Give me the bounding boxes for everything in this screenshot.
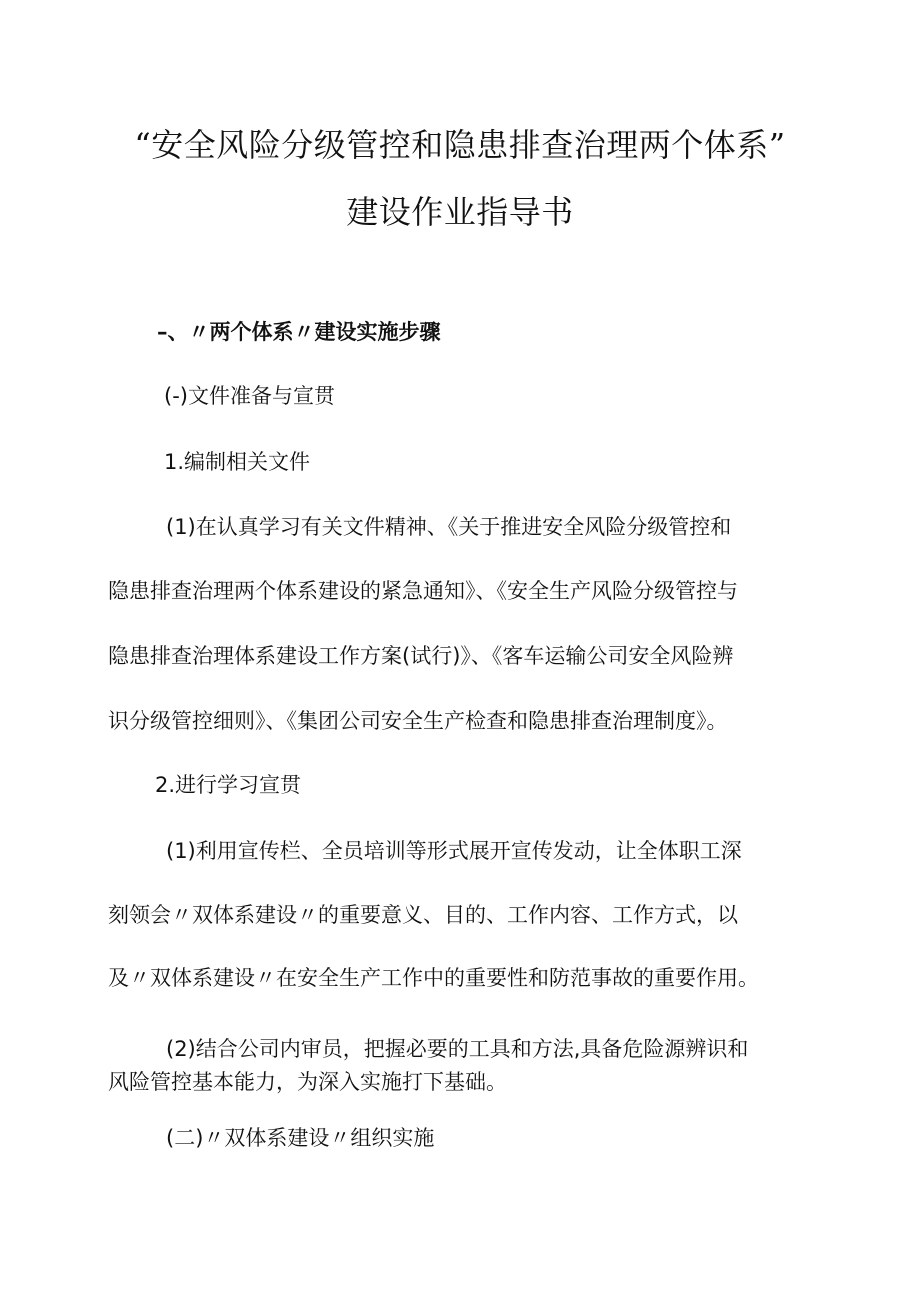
paragraph-1-line-1: (1)在认真学习有关文件精神、《关于推进安全风险分级管控和 xyxy=(166,515,732,539)
paragraph-2-line-2: 刻领会〃双体系建设〃的重要意义、目的、工作内容、工作方式，以 xyxy=(108,903,738,927)
item-heading-1: 1.编制相关文件 xyxy=(164,450,311,474)
paragraph-2-line-3: 及〃双体系建设〃在安全生产工作中的重要性和防范事故的重要作用。 xyxy=(108,966,759,990)
document-title-line-2: 建设作业指导书 xyxy=(346,193,574,231)
subsection-heading-2: (二)〃双体系建设〃组织实施 xyxy=(166,1126,435,1150)
document-title-line-1: “安全风险分级管控和隐患排查治理两个体系” xyxy=(134,126,786,164)
paragraph-3-line-1: (2)结合公司内审员，把握必要的工具和方法,具备危险源辨识和 xyxy=(166,1037,749,1061)
paragraph-1-line-4: 识分级管控细则》、《集团公司安全生产检查和隐患排查治理制度》。 xyxy=(108,709,728,733)
paragraph-2-line-1: (1)利用宣传栏、全员培训等形式展开宣传发动，让全体职工深 xyxy=(166,839,742,863)
paragraph-3-line-2: 风险管控基本能力，为深入实施打下基础。 xyxy=(108,1070,507,1094)
section-heading: –、〃两个体系〃建设实施步骤 xyxy=(157,320,441,344)
paragraph-1-line-2: 隐患排查治理两个体系建设的紧急通知》、《安全生产风险分级管控与 xyxy=(108,579,738,603)
subsection-heading-1: (-)文件准备与宣贯 xyxy=(164,384,335,408)
paragraph-1-line-3: 隐患排查治理体系建设工作方案(试行)》、《客车运输公司安全风险辨 xyxy=(108,644,734,668)
item-heading-2: 2.进行学习宣贯 xyxy=(155,773,302,797)
